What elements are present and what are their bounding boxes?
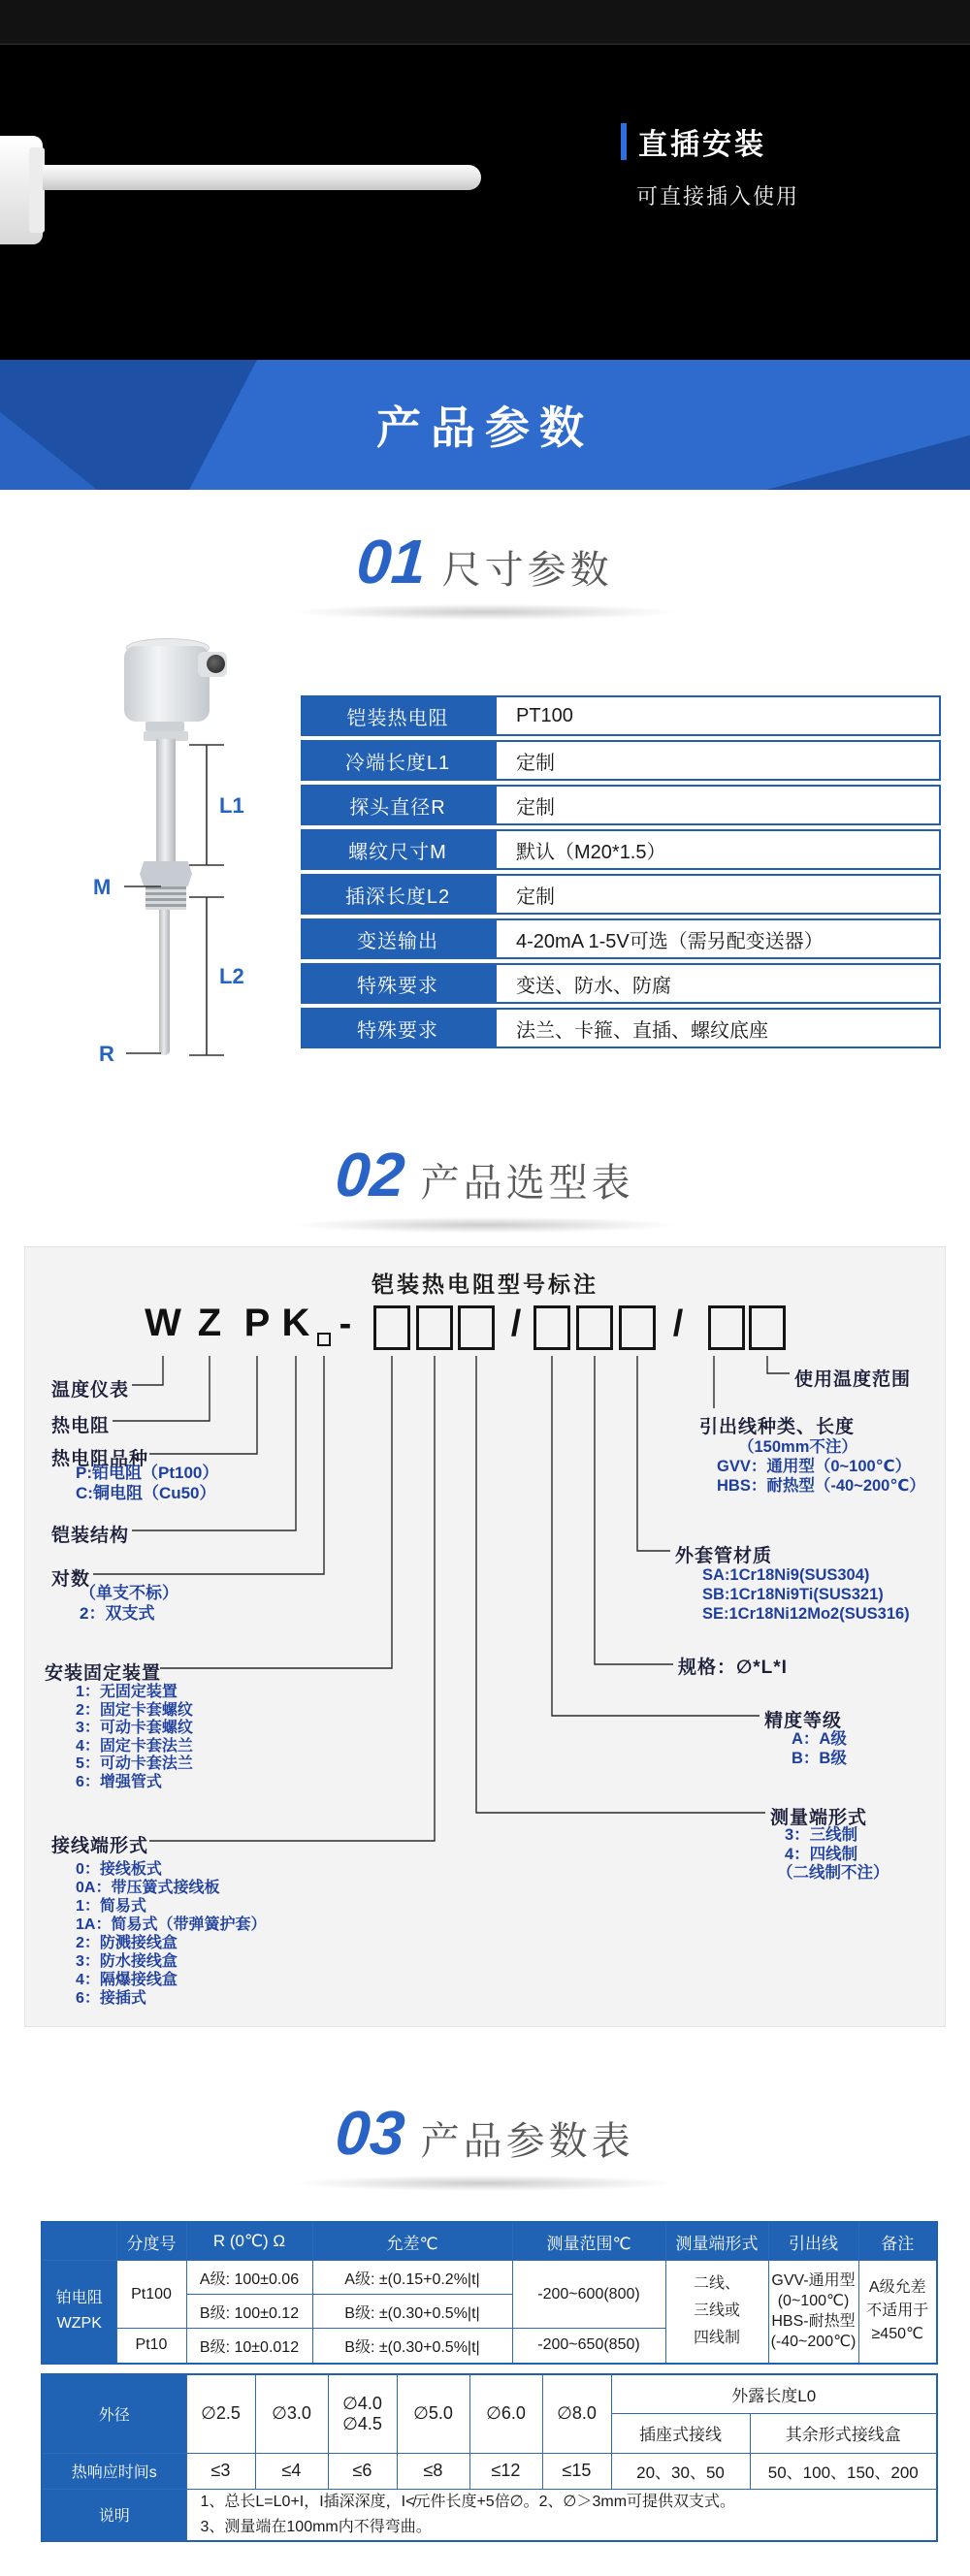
section1-number: 01	[354, 527, 430, 596]
diagram-left-options: （单支不标） 2：双支式	[80, 1584, 178, 1623]
diagram-right-options: SA:1Cr18Ni9(SUS304) SB:1Cr18Ni9Ti(SUS321) SE:1Cr18Ni12Mo2(SUS316)	[702, 1566, 910, 1623]
spec-row-label: 特殊要求	[301, 963, 495, 1004]
spec-row-value: 定制	[495, 874, 941, 915]
leads-cell: GVV-通用型 (0~100℃) HBS-耐热型 (-40~200℃)	[768, 2261, 858, 2364]
model-dash: -	[339, 1304, 352, 1344]
section1-label: 尺寸参数	[441, 549, 613, 592]
spec-table	[301, 695, 941, 1048]
od-value: ∅6.0	[469, 2374, 542, 2453]
od-value: ∅2.5	[186, 2374, 255, 2453]
diagram-left-label: 安装固定装置	[45, 1663, 162, 1684]
probe-photo-rod	[43, 165, 481, 190]
hero-top-strip	[0, 0, 970, 45]
range-pt10: -200~650(850)	[512, 2329, 665, 2364]
dimension-section	[0, 611, 970, 1077]
spec-row-value: 默认（M20*1.5）	[495, 829, 941, 870]
od-value: ∅5.0	[397, 2374, 469, 2453]
section2-title	[0, 1139, 970, 1210]
graduation-pt10: Pt10	[116, 2329, 186, 2364]
response-value: 20、30、50	[611, 2453, 750, 2489]
header-wiring: 测量端形式	[665, 2222, 768, 2261]
table-row	[42, 2261, 937, 2295]
banner-title: 产品参数	[376, 402, 594, 453]
section3-label: 产品参数表	[420, 2120, 634, 2163]
header-graduation: 分度号	[116, 2222, 186, 2261]
model-letter-p: P	[243, 1302, 271, 1344]
section2-label: 产品选型表	[420, 1162, 634, 1205]
diagram-left-options: 0：接线板式 0A：带压簧式接线板 1：简易式 1A：简易式（带弹簧护套） 2：防溅接线盒 3：防水接线盒 4：隔爆接线盒 6：接插式	[76, 1861, 267, 2007]
spec-row-label: 铠装热电阻	[301, 695, 495, 736]
response-value: ≤3	[186, 2453, 255, 2489]
note-cell: A级允差 不适用于 ≥450℃	[858, 2261, 937, 2364]
diagram-right-options: （150mm不注） GVV：通用型（0~100℃） HBS：耐热型（-40~200℃）	[717, 1438, 925, 1495]
dim-label-l2: L2	[219, 964, 244, 988]
size-table	[41, 2373, 938, 2542]
diagram-left-label: 铠装结构	[51, 1526, 130, 1546]
header-tolerance: 允差℃	[312, 2222, 512, 2261]
diagram-right-label: 使用温度范围	[794, 1369, 912, 1390]
exposed-type: 其余形式接线盒	[750, 2413, 937, 2453]
spec-row-value: 变送、防水、防腐	[495, 963, 941, 1004]
spec-row-value: 定制	[495, 785, 941, 825]
diagram-left-label: 热电阻	[51, 1416, 111, 1436]
notes-label: 说明	[42, 2489, 186, 2541]
diagram-right-label: 测量端形式	[770, 1808, 868, 1828]
diagram-right-label: 规格：∅*L*I	[678, 1658, 788, 1678]
diagram-title: 铠装热电阻型号标注	[372, 1272, 598, 1297]
tolerance-pt10: B级: ±(0.30+0.5%|t|	[312, 2329, 512, 2364]
notes-cell: 1、总长L=L0+I，I插深深度，I≮元件长度+5倍∅。2、∅＞3mm可提供双支式。 3、测量端在100mm内不得弯曲。	[186, 2489, 937, 2541]
response-value: ≤8	[397, 2453, 469, 2489]
od-value: ∅3.0	[255, 2374, 328, 2453]
spec-row-label: 冷端长度L1	[301, 740, 495, 781]
dim-label-m: M	[93, 875, 112, 899]
dim-label-r: R	[99, 1042, 114, 1066]
diagram-right-options: A：A级 B：B级	[792, 1730, 847, 1767]
section1-title	[0, 526, 970, 597]
section-banner	[0, 360, 970, 490]
spec-row-label: 探头直径R	[301, 785, 495, 825]
section3-number: 03	[333, 2098, 408, 2168]
response-value: 50、100、150、200	[750, 2453, 937, 2489]
header-leads: 引出线	[768, 2222, 858, 2261]
od-value: ∅8.0	[542, 2374, 611, 2453]
spec-row-value: 定制	[495, 740, 941, 781]
spec-row-value: 法兰、卡箍、直插、螺纹底座	[495, 1008, 941, 1048]
diagram-left-options: 1：无固定装置 2：固定卡套螺纹 3：可动卡套螺纹 4：固定卡套法兰 5：可动卡套法兰 6：增强管式	[76, 1684, 193, 1790]
spec-row-label: 特殊要求	[301, 1008, 495, 1048]
spec-row-label: 螺纹尺寸M	[301, 829, 495, 870]
tolerance-a: A级: ±(0.15+0.2%|t|	[312, 2261, 512, 2295]
diagram-right-options: 3：三线制 4：四线制 （二线制不注）	[777, 1826, 889, 1882]
header-note: 备注	[858, 2222, 937, 2261]
model-letter-k: K	[281, 1302, 310, 1344]
diagram-right-label: 精度等级	[764, 1711, 843, 1731]
response-value: ≤12	[469, 2453, 542, 2489]
response-value: ≤15	[542, 2453, 611, 2489]
model-letter-w: W	[145, 1302, 181, 1344]
section3-title-shadow	[276, 2174, 694, 2192]
spec-row-value: 4-20mA 1-5V可选（需另配变送器）	[495, 918, 941, 959]
parameter-table	[41, 2221, 938, 2365]
feature-subtitle: 可直接插入使用	[636, 184, 800, 209]
spec-row-label: 变送输出	[301, 918, 495, 959]
od-label: 外径	[42, 2374, 186, 2453]
probe-photo-collar	[29, 147, 45, 233]
parameter-table-header-row	[42, 2222, 937, 2261]
diagram-left-label: 温度仪表	[51, 1380, 130, 1401]
resistance-b: B级: 100±0.12	[186, 2295, 312, 2329]
range-pt100: -200~600(800)	[512, 2261, 665, 2329]
tolerance-b: B级: ±(0.30+0.5%|t|	[312, 2295, 512, 2329]
dimension-lines	[0, 611, 272, 1077]
table-row	[42, 2453, 937, 2489]
dim-label-l1: L1	[219, 793, 244, 818]
diagram-right-label: 外套管材质	[675, 1546, 773, 1566]
graduation-pt100: Pt100	[116, 2261, 186, 2329]
header-blank	[42, 2222, 116, 2261]
section2-title-shadow	[276, 1216, 694, 1234]
exposed-length-header: 外露长度L0	[611, 2374, 937, 2413]
header-resistance: R (0℃) Ω	[186, 2222, 312, 2261]
diagram-right-label: 引出线种类、长度	[699, 1417, 856, 1437]
model-slash-1: /	[510, 1304, 522, 1344]
section2-number: 02	[333, 1140, 408, 1209]
diagram-left-label: 对数	[51, 1569, 91, 1590]
wiring-cell: 二线、 三线或 四线制	[665, 2261, 768, 2364]
response-value: ≤6	[328, 2453, 397, 2489]
model-letter-z: Z	[197, 1302, 222, 1344]
exposed-type: 插座式接线	[611, 2413, 750, 2453]
header-range: 测量范围℃	[512, 2222, 665, 2261]
model-slash-2: /	[672, 1304, 684, 1344]
response-value: ≤4	[255, 2453, 328, 2489]
response-label: 热响应时间s	[42, 2453, 186, 2489]
table-row	[42, 2489, 937, 2541]
diagram-left-label: 接线端形式	[51, 1836, 149, 1856]
spec-row-value: PT100	[495, 695, 941, 736]
group-cell: 铂电阻 WZPK	[42, 2261, 116, 2364]
diagram-left-label: 热电阻品种	[51, 1449, 149, 1469]
table-row	[42, 2374, 937, 2413]
feature-title: 直插安装	[638, 129, 766, 161]
od-value: ∅4.0 ∅4.5	[328, 2374, 397, 2453]
feature-accent-bar	[621, 123, 627, 160]
section3-title	[0, 2097, 970, 2169]
resistance-a: A级: 100±0.06	[186, 2261, 312, 2295]
hero-section	[0, 0, 970, 360]
spec-row-label: 插深长度L2	[301, 874, 495, 915]
diagram-left-options: P:铂电阻（Pt100） C:铜电阻（Cu50）	[76, 1464, 219, 1502]
resistance-pt10: B级: 10±0.012	[186, 2329, 312, 2364]
model-selection-diagram	[24, 1246, 946, 2027]
